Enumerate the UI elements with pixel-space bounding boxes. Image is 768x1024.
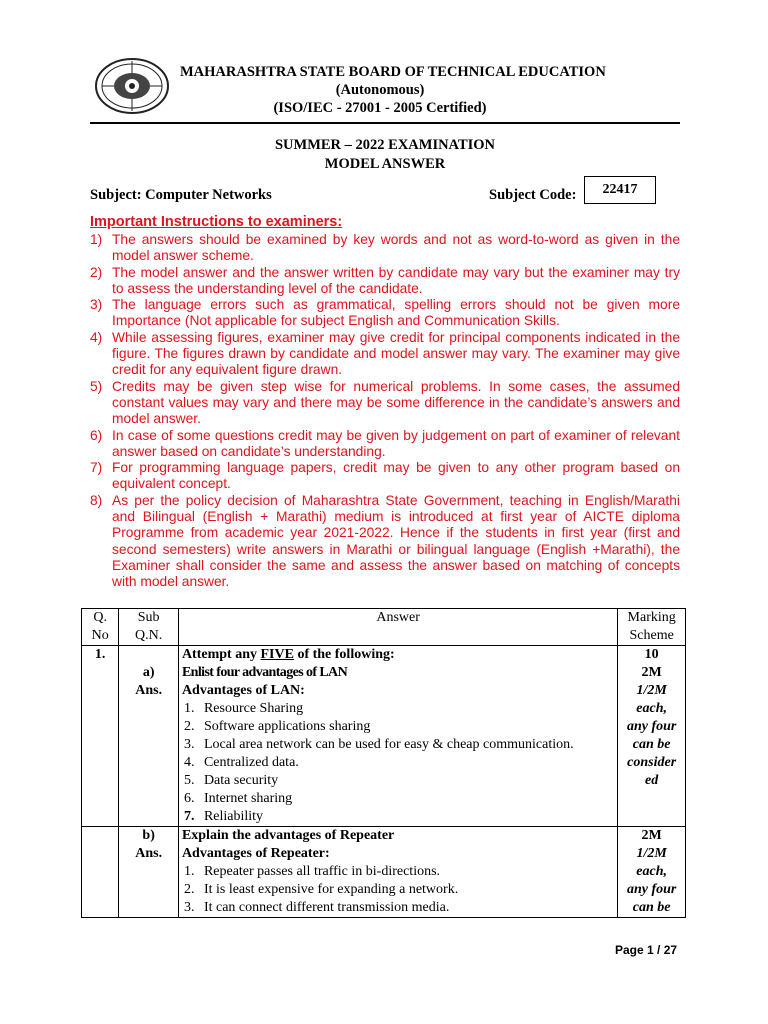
instructions-list: [90, 232, 680, 591]
table-row: [82, 646, 686, 827]
answer-cell-a: [178, 646, 617, 827]
list-item: 7. Reliability: [183, 809, 264, 824]
question-number-empty: [82, 827, 119, 918]
list-item: 4. Centralized data.: [183, 755, 299, 770]
subject-name: Subject: Computer Networks: [90, 187, 272, 203]
instruction-item: 5) Credits may be given step wise for numerical problems. In some cases, the assumed constant values may vary and there may be some difference in the candidate’s answers and model answer.: [90, 378, 680, 427]
autonomous-label: (Autonomous): [335, 82, 425, 98]
instruction-item: 2) The model answer and the answer written by candidate may vary but the examiner may try to assess the understanding level of the candidate.: [90, 264, 680, 296]
answer-cell-b: [178, 827, 617, 918]
attempt-instruction: Attempt any FIVE of the following:: [181, 647, 395, 662]
answer-a-list: [182, 700, 614, 826]
marking-scheme-b: 2M 1/2M each, any four can be: [618, 827, 686, 918]
instruction-item: 7) For programming language papers, credit may be given to any other program based on equivalent concept.: [90, 460, 680, 492]
header-q-no: Q. No: [82, 609, 119, 646]
subject-code-label: Subject Code:: [489, 187, 577, 203]
answer-a-heading: Advantages of LAN:: [181, 683, 305, 698]
question-number: 1.: [82, 646, 119, 827]
answer-table: [81, 608, 686, 918]
question-b-text: Explain the advantages of Repeater: [181, 828, 395, 843]
list-item: 3. It can connect different transmission media.: [183, 900, 450, 915]
instruction-item: 1) The answers should be examined by key words and not as word-to-word as given in the model answer scheme.: [90, 232, 680, 264]
certification-label: (ISO/IEC - 27001 - 2005 Certified): [273, 100, 487, 116]
page-number: Page 1 / 27: [615, 943, 678, 957]
header-sub-qn: Sub Q.N.: [119, 609, 179, 646]
table-row: [82, 827, 686, 918]
list-item: 2. It is least expensive for expanding a network.: [183, 882, 459, 897]
instruction-item: 6) In case of some questions credit may be given by judgement on part of examiner of relevant answer based on candidate’s understanding.: [90, 427, 680, 459]
marking-scheme-a: 10 2M 1/2M each, any four can be consider ed: [618, 646, 686, 827]
header-marking-scheme: Marking Scheme: [618, 609, 686, 646]
list-item: 6. Internet sharing: [183, 791, 293, 806]
question-a-text: Enlist four advantages of LAN: [181, 665, 348, 680]
exam-subtitle: MODEL ANSWER: [324, 156, 446, 172]
list-item: 1. Repeater passes all traffic in bi-directions.: [183, 864, 441, 879]
sub-question-b: b) Ans.: [119, 827, 179, 918]
instruction-item: 8) As per the policy decision of Maharashtra State Government, teaching in English/Marathi and Bilingual (English + Marathi) medium is introduced at first year of AICTE diploma Programme from academic year 2021-2022. Hence if the students in first year (first and second semesters) write answers in Marathi or bilingual language (English +Marathi), the Examiner shall consider the same and assess the answer based on matching of concepts with model answer.: [90, 492, 680, 590]
msbte-logo: [94, 58, 170, 114]
table-header-row: [82, 609, 686, 646]
instruction-item: 4) While assessing figures, examiner may give credit for principal components indicated in the figure. The figures drawn by candidate and model answer may vary. The examiner may give credit for any equivalent figure drawn.: [90, 329, 680, 378]
board-name: MAHARASHTRA STATE BOARD OF TECHNICAL EDUCATION: [180, 64, 606, 80]
list-item: 2. Software applications sharing: [183, 719, 371, 734]
header-divider: [90, 122, 680, 124]
exam-title: SUMMER – 2022 EXAMINATION: [274, 137, 496, 153]
answer-b-heading: Advantages of Repeater:: [181, 846, 330, 861]
list-item: 3. Local area network can be used for easy & cheap communication.: [183, 737, 574, 752]
header-answer: Answer: [178, 609, 617, 646]
sub-question-a: a) Ans.: [119, 646, 179, 827]
list-item: 1. Resource Sharing: [183, 701, 304, 716]
instructions-title: Important Instructions to examiners:: [90, 214, 343, 230]
list-item: 5. Data security: [183, 773, 279, 788]
answer-b-list: [182, 863, 614, 917]
subject-code-box: 22417: [584, 176, 656, 204]
instruction-item: 3) The language errors such as grammatical, spelling errors should not be given more Importance (Not applicable for subject English and Communication Skills.: [90, 297, 680, 329]
